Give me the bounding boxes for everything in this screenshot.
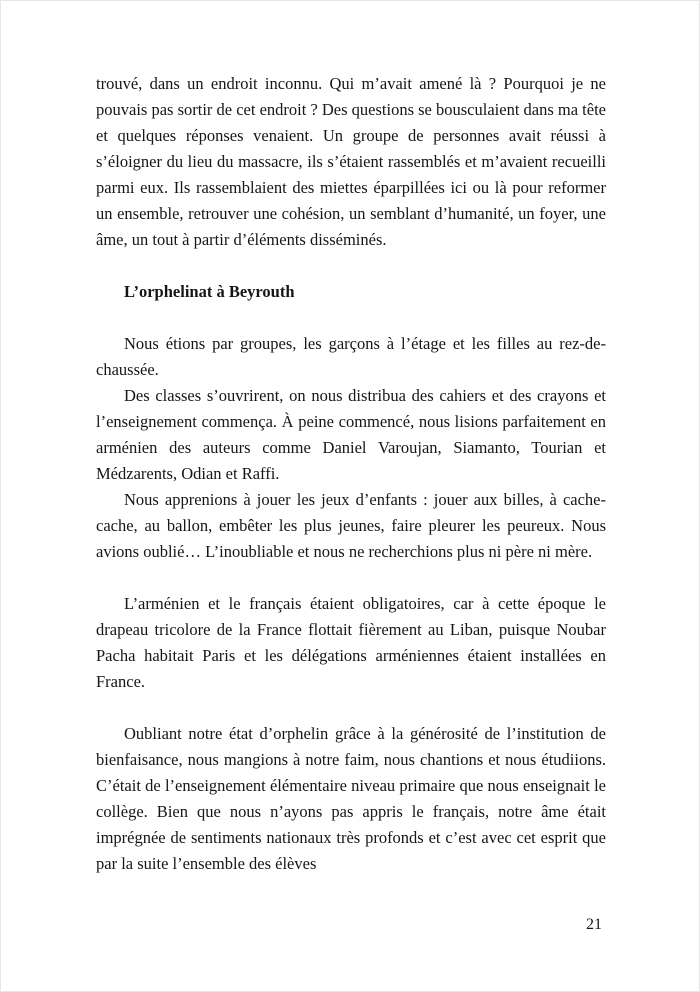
paragraph-continuation: trouvé, dans un endroit inconnu. Qui m’avait amené là ? Pourquoi je ne pouvais pas sortir de cet endroit ? Des questions se bousculaient dans ma tête et quelques réponses venaient. Un groupe de personnes avait réussi à s’éloigner du lieu du massacre, ils s’étaient rassemblés et m’avaient recueilli parmi eux. Ils rassemblaient des miettes éparpillées ici ou là pour reformer un ensemble, retrouver une cohésion, un semblant d’humanité, un foyer, une âme, un tout à partir d’éléments disséminés. (96, 74, 606, 249)
paragraph-groupes: Nous étions par groupes, les garçons à l’étage et les filles au rez-de-chaussée. (96, 334, 606, 379)
page-text-column (96, 71, 606, 877)
paragraph-jeux: Nous apprenions à jouer les jeux d’enfants : jouer aux billes, à cache-cache, au ballon, embêter les plus jeunes, faire pleurer les peureux. Nous avions oublié… L’inoubliable et nous ne recherchions plus ni père ni mère. (96, 490, 606, 561)
section-heading: L’orphelinat à Beyrouth (124, 282, 295, 301)
page-number: 21 (586, 916, 602, 933)
paragraph-classes: Des classes s’ouvrirent, on nous distribua des cahiers et des crayons et l’enseignement commença. À peine commencé, nous lisions parfaitement en arménien des auteurs comme Daniel Varoujan, Siamanto, Tourian et Médzarents, Odian et Raffi. (96, 386, 606, 483)
paragraph-oubliant: Oubliant notre état d’orphelin grâce à la générosité de l’institution de bienfaisance, nous mangions à notre faim, nous chantions et nous étudiions. C’était de l’enseignement élémentaire niveau primaire que nous enseignait le collège. Bien que nous n’ayons pas appris le français, notre âme était imprégnée de sentiments nationaux très profonds et c’est avec cet esprit que par la suite l’ensemble des élèves (96, 724, 606, 873)
paragraph-langues: L’arménien et le français étaient obligatoires, car à cette époque le drapeau tricolore de la France flottait fièrement au Liban, puisque Noubar Pacha habitait Paris et les délégations arméniennes étaient installées en France. (96, 594, 606, 691)
